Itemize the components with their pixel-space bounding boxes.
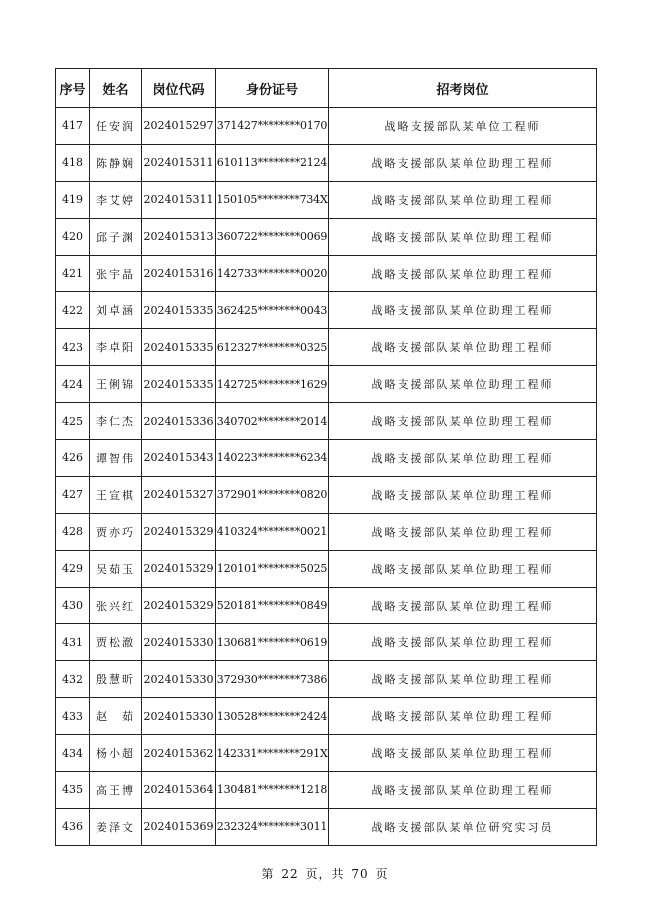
cell-recruit-position: 战略支援部队某单位助理工程师 [329, 403, 597, 440]
cell-serial: 420 [56, 218, 90, 255]
cell-recruit-position: 战略支援部队某单位助理工程师 [329, 366, 597, 403]
cell-serial: 425 [56, 403, 90, 440]
cell-name: 高王博 [90, 772, 142, 809]
table-row [56, 698, 597, 735]
footer-page-suffix: 页，共 [305, 867, 345, 881]
cell-id-number: 520181********0849 [216, 587, 329, 624]
cell-position-code: 2024015330 [142, 624, 216, 661]
cell-name: 姜泽文 [90, 808, 142, 845]
cell-position-code: 2024015327 [142, 476, 216, 513]
cell-id-number: 150105********734X [216, 181, 329, 218]
cell-recruit-position: 战略支援部队某单位工程师 [329, 108, 597, 145]
table-row [56, 403, 597, 440]
header-position-code: 岗位代码 [142, 69, 216, 108]
roster-table [55, 68, 597, 846]
cell-id-number: 410324********0021 [216, 513, 329, 550]
table-row [56, 108, 597, 145]
cell-id-number: 130681********0619 [216, 624, 329, 661]
cell-recruit-position: 战略支援部队某单位助理工程师 [329, 255, 597, 292]
cell-recruit-position: 战略支援部队某单位助理工程师 [329, 550, 597, 587]
cell-recruit-position: 战略支援部队某单位助理工程师 [329, 735, 597, 772]
footer-total-pages: 70 [351, 867, 369, 881]
cell-recruit-position: 战略支援部队某单位助理工程师 [329, 181, 597, 218]
cell-recruit-position: 战略支援部队某单位助理工程师 [329, 292, 597, 329]
cell-name: 李艾婷 [90, 181, 142, 218]
table-row [56, 218, 597, 255]
cell-serial: 436 [56, 808, 90, 845]
cell-name: 李卓阳 [90, 329, 142, 366]
cell-recruit-position: 战略支援部队某单位助理工程师 [329, 513, 597, 550]
cell-serial: 435 [56, 772, 90, 809]
cell-serial: 434 [56, 735, 90, 772]
cell-id-number: 360722********0069 [216, 218, 329, 255]
cell-name: 赵 茹 [90, 698, 142, 735]
cell-name: 张宇晶 [90, 255, 142, 292]
table-row [56, 808, 597, 845]
cell-name: 杨小超 [90, 735, 142, 772]
cell-id-number: 130528********2424 [216, 698, 329, 735]
cell-serial: 428 [56, 513, 90, 550]
table-row [56, 329, 597, 366]
cell-position-code: 2024015316 [142, 255, 216, 292]
cell-serial: 426 [56, 440, 90, 477]
table-row [56, 255, 597, 292]
cell-position-code: 2024015369 [142, 808, 216, 845]
cell-serial: 418 [56, 144, 90, 181]
cell-serial: 430 [56, 587, 90, 624]
cell-id-number: 362425********0043 [216, 292, 329, 329]
cell-recruit-position: 战略支援部队某单位助理工程师 [329, 698, 597, 735]
cell-id-number: 612327********0325 [216, 329, 329, 366]
cell-id-number: 372930********7386 [216, 661, 329, 698]
cell-name: 陈静娴 [90, 144, 142, 181]
table-row [56, 181, 597, 218]
cell-recruit-position: 战略支援部队某单位助理工程师 [329, 661, 597, 698]
cell-name: 王宣棋 [90, 476, 142, 513]
table-row [56, 292, 597, 329]
footer-prefix: 第 [261, 867, 275, 881]
cell-id-number: 130481********1218 [216, 772, 329, 809]
cell-name: 刘卓涵 [90, 292, 142, 329]
cell-name: 谭智伟 [90, 440, 142, 477]
cell-position-code: 2024015330 [142, 698, 216, 735]
cell-position-code: 2024015335 [142, 292, 216, 329]
cell-name: 邱子渊 [90, 218, 142, 255]
header-serial: 序号 [56, 69, 90, 108]
cell-position-code: 2024015311 [142, 144, 216, 181]
cell-serial: 429 [56, 550, 90, 587]
cell-serial: 431 [56, 624, 90, 661]
cell-id-number: 371427********0170 [216, 108, 329, 145]
header-row [56, 69, 597, 108]
cell-position-code: 2024015313 [142, 218, 216, 255]
cell-position-code: 2024015336 [142, 403, 216, 440]
header-id-number: 身份证号 [216, 69, 329, 108]
table-row [56, 735, 597, 772]
cell-id-number: 142733********0020 [216, 255, 329, 292]
cell-serial: 427 [56, 476, 90, 513]
cell-id-number: 142331********291X [216, 735, 329, 772]
cell-recruit-position: 战略支援部队某单位助理工程师 [329, 476, 597, 513]
cell-id-number: 142725********1629 [216, 366, 329, 403]
cell-recruit-position: 战略支援部队某单位助理工程师 [329, 329, 597, 366]
cell-position-code: 2024015364 [142, 772, 216, 809]
table-row [56, 550, 597, 587]
cell-id-number: 232324********3011 [216, 808, 329, 845]
table-row [56, 144, 597, 181]
table-row [56, 476, 597, 513]
cell-name: 吴茹玉 [90, 550, 142, 587]
cell-recruit-position: 战略支援部队某单位助理工程师 [329, 218, 597, 255]
cell-position-code: 2024015329 [142, 550, 216, 587]
footer-total-suffix: 页 [375, 867, 389, 881]
header-recruit-position: 招考岗位 [329, 69, 597, 108]
cell-serial: 421 [56, 255, 90, 292]
table-row [56, 661, 597, 698]
cell-name: 贾松澈 [90, 624, 142, 661]
table-row [56, 587, 597, 624]
cell-name: 贾亦巧 [90, 513, 142, 550]
cell-recruit-position: 战略支援部队某单位研究实习员 [329, 808, 597, 845]
cell-recruit-position: 战略支援部队某单位助理工程师 [329, 144, 597, 181]
table-row [56, 513, 597, 550]
cell-serial: 433 [56, 698, 90, 735]
cell-id-number: 140223********6234 [216, 440, 329, 477]
page-footer [0, 865, 650, 882]
cell-recruit-position: 战略支援部队某单位助理工程师 [329, 772, 597, 809]
cell-recruit-position: 战略支援部队某单位助理工程师 [329, 587, 597, 624]
cell-position-code: 2024015335 [142, 329, 216, 366]
cell-position-code: 2024015330 [142, 661, 216, 698]
cell-id-number: 340702********2014 [216, 403, 329, 440]
cell-position-code: 2024015335 [142, 366, 216, 403]
cell-position-code: 2024015297 [142, 108, 216, 145]
cell-id-number: 120101********5025 [216, 550, 329, 587]
cell-serial: 419 [56, 181, 90, 218]
cell-name: 李仁杰 [90, 403, 142, 440]
cell-serial: 422 [56, 292, 90, 329]
cell-name: 王俐锦 [90, 366, 142, 403]
cell-position-code: 2024015343 [142, 440, 216, 477]
cell-id-number: 372901********0820 [216, 476, 329, 513]
cell-name: 殷慧昕 [90, 661, 142, 698]
cell-position-code: 2024015362 [142, 735, 216, 772]
cell-serial: 424 [56, 366, 90, 403]
footer-page-number: 22 [281, 867, 299, 881]
table-row [56, 440, 597, 477]
table-row [56, 624, 597, 661]
cell-recruit-position: 战略支援部队某单位助理工程师 [329, 624, 597, 661]
cell-serial: 417 [56, 108, 90, 145]
cell-name: 张兴红 [90, 587, 142, 624]
cell-serial: 423 [56, 329, 90, 366]
cell-position-code: 2024015329 [142, 513, 216, 550]
table-row [56, 772, 597, 809]
cell-name: 任安润 [90, 108, 142, 145]
cell-recruit-position: 战略支援部队某单位助理工程师 [329, 440, 597, 477]
table-row [56, 366, 597, 403]
cell-serial: 432 [56, 661, 90, 698]
cell-position-code: 2024015329 [142, 587, 216, 624]
header-name: 姓名 [90, 69, 142, 108]
cell-id-number: 610113********2124 [216, 144, 329, 181]
cell-position-code: 2024015311 [142, 181, 216, 218]
